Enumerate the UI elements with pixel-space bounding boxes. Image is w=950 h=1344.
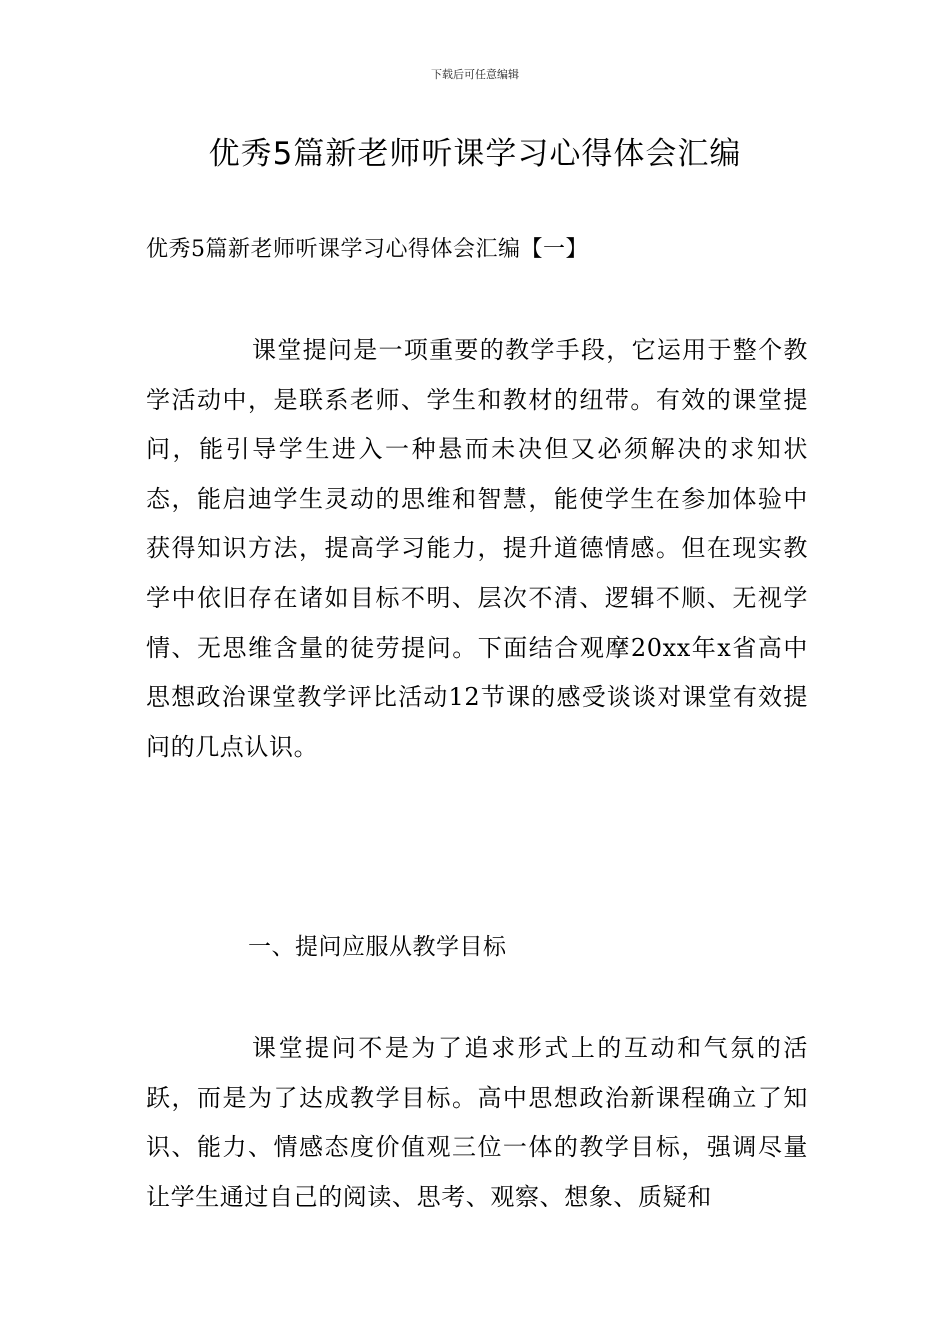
document-title: 优秀5篇新老师听课学习心得体会汇编 <box>208 136 742 172</box>
page-header-note: 下载后可任意编辑 <box>431 68 519 81</box>
document-subtitle: 优秀5篇新老师听课学习心得体会汇编【一】 <box>146 237 588 262</box>
section-heading: 一、提问应服从教学目标 <box>248 934 507 960</box>
body-paragraph-2: 课堂提问不是为了追求形式上的互动和气氛的活跃，而是为了达成教学目标。高中思想政治新课程确立了知识、能力、情感态度价值观三位一体的教学目标，强调尽量让学生通过自己的阅读、思考、观察、想象、质疑和 <box>146 1034 808 1211</box>
body-paragraph-1: 课堂提问是一项重要的教学手段，它运用于整个教学活动中，是联系老师、学生和教材的纽带。有效的课堂提问，能引导学生进入一种悬而未决但又必须解决的求知状态，能启迪学生灵动的思维和智慧，能使学生在参加体验中获得知识方法，提高学习能力，提升道德情感。但在现实教学中依旧存在诸如目标不明、层次不清、逻辑不顺、无视学情、无思维含量的徒劳提问。下面结合观摩20xx年x省高中思想政治课堂教学评比活动12节课的感受谈谈对课堂有效提问的几点认识。 <box>146 336 808 761</box>
